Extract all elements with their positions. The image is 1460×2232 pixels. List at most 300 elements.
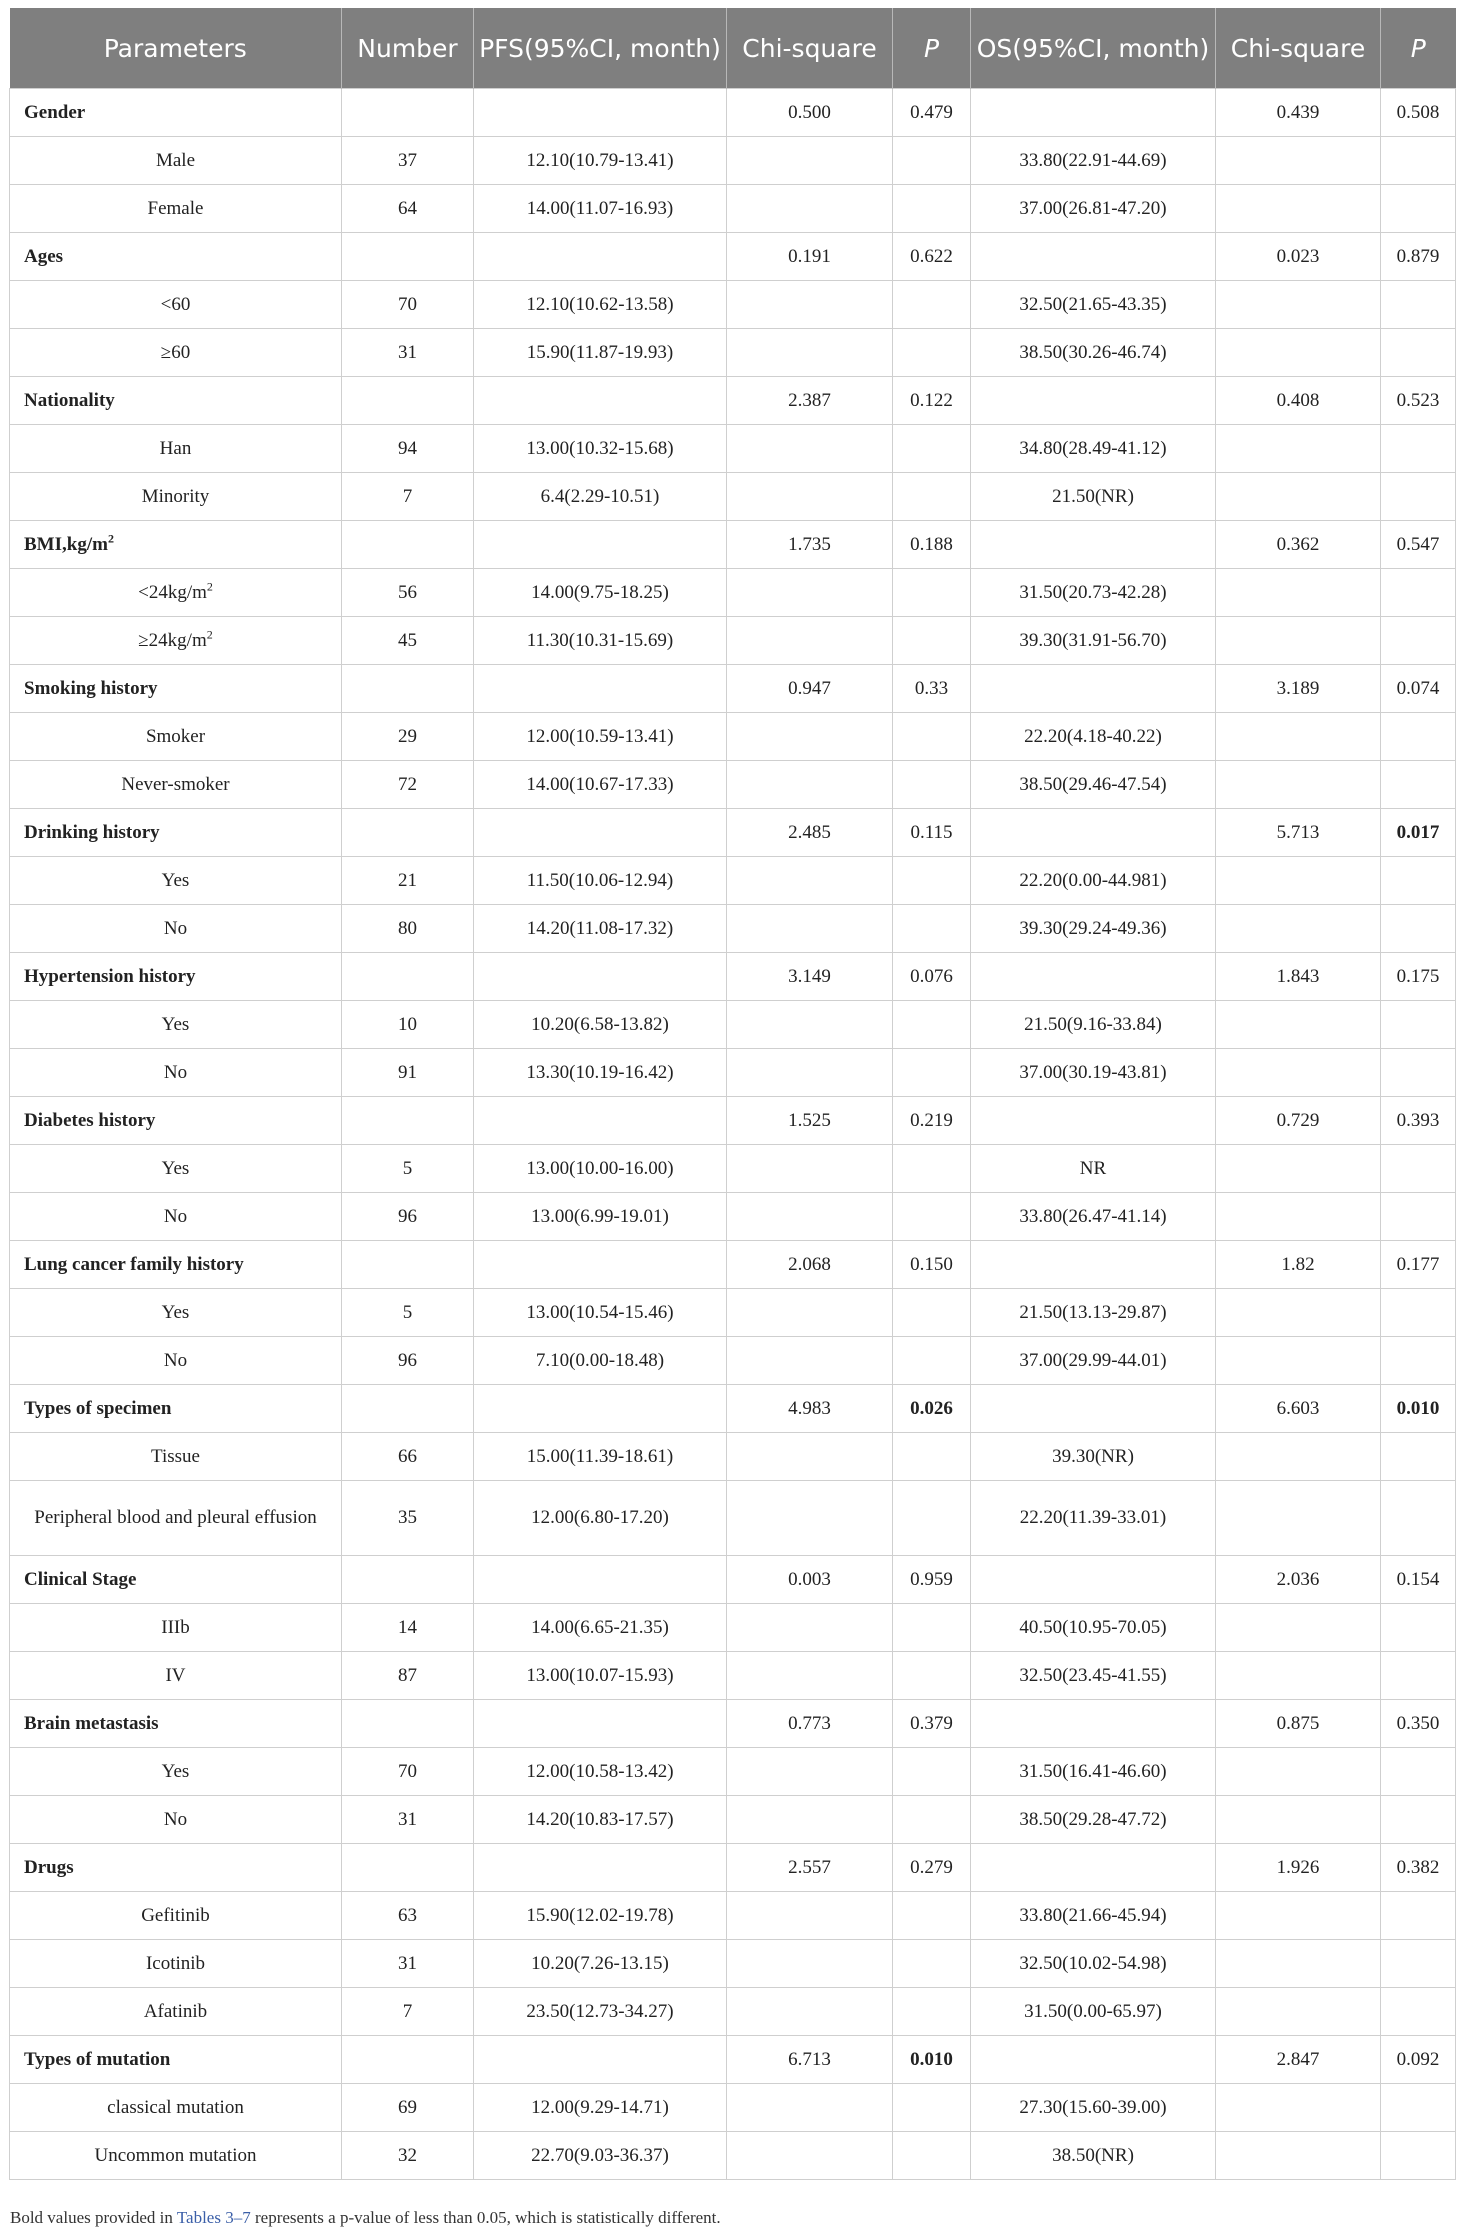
table-row [10, 1001, 1456, 1049]
parameter-text: ≥24kg/m [138, 629, 207, 651]
chi-square-os-cell [1216, 425, 1381, 473]
table-header-row [10, 8, 1456, 89]
chi-square-pfs-cell [727, 1097, 893, 1145]
chi-square-pfs-cell [727, 761, 893, 809]
number-cell [342, 1892, 474, 1940]
parameter-text: Smoking history [24, 677, 158, 699]
chi-square-os-cell [1216, 137, 1381, 185]
parameter-text: No [163, 1205, 188, 1227]
os-cell [971, 2084, 1216, 2132]
number-cell [342, 569, 474, 617]
p-pfs-text: 0.479 [910, 101, 953, 123]
parameter-text: No [163, 1808, 188, 1830]
number-text: 7 [402, 2000, 413, 2022]
os-cell [971, 905, 1216, 953]
p-os-cell [1381, 1145, 1456, 1193]
table-row [10, 1988, 1456, 2036]
parameter-text: Brain metastasis [24, 1712, 159, 1734]
footnote-text-start: Bold values provided in [10, 2208, 177, 2227]
p-os-cell [1381, 1556, 1456, 1604]
p-pfs-text: 0.379 [910, 1712, 953, 1734]
number-text: 56 [398, 581, 417, 603]
p-pfs-cell [893, 905, 971, 953]
table-row [10, 1433, 1456, 1481]
p-pfs-cell [893, 1193, 971, 1241]
table-row [10, 1049, 1456, 1097]
pfs-text: 13.00(10.54-15.46) [526, 1301, 674, 1323]
p-pfs-text: 0.33 [914, 677, 949, 699]
number-cell [342, 2084, 474, 2132]
os-text: 39.30(31.91-56.70) [1019, 629, 1167, 651]
table-row [10, 425, 1456, 473]
parameter-text: Male [155, 149, 196, 171]
chi-square-pfs-cell [727, 1796, 893, 1844]
parameter-text: Types of mutation [24, 2048, 171, 2070]
p-pfs-cell [893, 377, 971, 425]
os-text: 21.50(NR) [1052, 485, 1134, 507]
pfs-cell [474, 809, 727, 857]
p-os-cell [1381, 953, 1456, 1001]
pfs-cell [474, 89, 727, 137]
p-pfs-cell [893, 1796, 971, 1844]
p-pfs-cell [893, 2132, 971, 2180]
pfs-cell [474, 2036, 727, 2084]
os-cell [971, 2132, 1216, 2180]
os-cell [971, 1145, 1216, 1193]
os-cell [971, 329, 1216, 377]
p-os-text: 0.092 [1396, 2048, 1440, 2070]
chi-square-os-cell [1216, 89, 1381, 137]
pfs-text: 14.00(6.65-21.35) [531, 1616, 669, 1638]
chi-square-pfs-cell [727, 521, 893, 569]
p-os-cell [1381, 521, 1456, 569]
chi-square-os-cell [1216, 809, 1381, 857]
pfs-cell [474, 2132, 727, 2180]
number-text: 96 [398, 1349, 417, 1371]
parameter-text: Nationality [24, 389, 115, 411]
os-text: 21.50(9.16-33.84) [1024, 1013, 1162, 1035]
number-text: 35 [398, 1507, 417, 1528]
chi-square-os-cell [1216, 1652, 1381, 1700]
p-os-cell [1381, 1001, 1456, 1049]
number-text: 37 [398, 149, 417, 171]
p-pfs-cell [893, 1241, 971, 1289]
parameter-text: BMI,kg/m [24, 533, 108, 555]
chi-square-pfs-cell [727, 953, 893, 1001]
parameter-text: Ages [24, 245, 64, 267]
number-text: 94 [398, 437, 417, 459]
chi-square-pfs-text: 2.485 [788, 821, 831, 843]
pfs-cell [474, 761, 727, 809]
os-text: 22.20(0.00-44.981) [1019, 869, 1167, 891]
parameter-text: Afatinib [143, 2000, 208, 2022]
table-row [10, 1145, 1456, 1193]
number-text: 21 [398, 869, 417, 891]
chi-square-os-cell [1216, 377, 1381, 425]
chi-square-os-text: 6.603 [1276, 1397, 1320, 1419]
pfs-cell [474, 1481, 727, 1556]
p-os-cell [1381, 1988, 1456, 2036]
chi-square-os-cell [1216, 473, 1381, 521]
p-pfs-cell [893, 1001, 971, 1049]
p-pfs-cell [893, 521, 971, 569]
number-cell [342, 1940, 474, 1988]
p-os-cell [1381, 1385, 1456, 1433]
number-cell [342, 425, 474, 473]
chi-square-os-text: 2.036 [1276, 1568, 1320, 1590]
number-text: 66 [398, 1445, 417, 1467]
pfs-cell [474, 377, 727, 425]
pfs-text: 22.70(9.03-36.37) [531, 2144, 669, 2166]
number-cell [342, 329, 474, 377]
chi-square-pfs-text: 6.713 [788, 2048, 831, 2070]
header-p-os-label: P [1410, 33, 1426, 63]
chi-square-os-cell [1216, 1988, 1381, 2036]
parameter-text: Gefitinib [141, 1904, 210, 1926]
parameter-text: Drugs [24, 1856, 74, 1878]
number-cell [342, 1604, 474, 1652]
p-os-cell [1381, 89, 1456, 137]
p-os-cell [1381, 1337, 1456, 1385]
footnote-tables-link[interactable]: Tables 3–7 [176, 2208, 251, 2227]
p-os-text: 0.017 [1396, 821, 1440, 843]
table-body [10, 89, 1456, 2180]
parameter-cell [10, 665, 342, 713]
chi-square-pfs-text: 1.735 [788, 533, 831, 555]
chi-square-pfs-cell [727, 425, 893, 473]
p-os-cell [1381, 1604, 1456, 1652]
os-cell [971, 1556, 1216, 1604]
number-cell [342, 473, 474, 521]
pfs-cell [474, 425, 727, 473]
number-text: 91 [398, 1061, 417, 1083]
parameter-cell [10, 1097, 342, 1145]
pfs-cell [474, 1193, 727, 1241]
chi-square-os-cell [1216, 1796, 1381, 1844]
table-row [10, 137, 1456, 185]
os-cell [971, 1892, 1216, 1940]
chi-square-pfs-cell [727, 2036, 893, 2084]
pfs-text: 11.30(10.31-15.69) [526, 629, 674, 651]
p-pfs-cell [893, 761, 971, 809]
chi-square-os-text: 5.713 [1276, 821, 1320, 843]
pfs-cell [474, 1940, 727, 1988]
number-cell [342, 1193, 474, 1241]
p-pfs-cell [893, 1988, 971, 2036]
parameter-text: Uncommon mutation [94, 2144, 257, 2166]
pfs-cell [474, 1700, 727, 1748]
p-os-cell [1381, 1097, 1456, 1145]
parameter-cell [10, 1001, 342, 1049]
table-group-row [10, 521, 1456, 569]
parameter-text: Gender [24, 101, 86, 123]
chi-square-os-cell [1216, 1049, 1381, 1097]
pfs-text: 10.20(7.26-13.15) [531, 1952, 669, 1974]
os-cell [971, 1481, 1216, 1556]
p-os-text: 0.154 [1396, 1568, 1440, 1590]
parameter-cell [10, 1241, 342, 1289]
parameter-cell [10, 857, 342, 905]
chi-square-os-cell [1216, 1193, 1381, 1241]
chi-square-pfs-cell [727, 473, 893, 521]
parameter-cell [10, 1700, 342, 1748]
p-os-cell [1381, 137, 1456, 185]
p-os-cell [1381, 329, 1456, 377]
os-cell [971, 473, 1216, 521]
chi-square-pfs-cell [727, 713, 893, 761]
parameter-text: Icotinib [145, 1952, 206, 1974]
os-cell [971, 1844, 1216, 1892]
pfs-cell [474, 569, 727, 617]
table-row [10, 473, 1456, 521]
chi-square-pfs-cell [727, 665, 893, 713]
os-cell [971, 1433, 1216, 1481]
os-text: 31.50(20.73-42.28) [1019, 581, 1167, 603]
parameter-cell [10, 329, 342, 377]
os-cell [971, 1700, 1216, 1748]
number-cell [342, 1289, 474, 1337]
chi-square-pfs-text: 0.947 [788, 677, 831, 699]
parameter-text: Never-smoker [121, 773, 230, 795]
os-text: 34.80(28.49-41.12) [1019, 437, 1167, 459]
p-os-cell [1381, 569, 1456, 617]
number-text: 31 [398, 1952, 417, 1974]
number-text: 96 [398, 1205, 417, 1227]
number-cell [342, 1700, 474, 1748]
p-pfs-cell [893, 1844, 971, 1892]
parameter-cell [10, 1289, 342, 1337]
pfs-cell [474, 1988, 727, 2036]
number-cell [342, 281, 474, 329]
p-pfs-cell [893, 1940, 971, 1988]
header-parameters: Parameters [10, 8, 342, 89]
chi-square-os-cell [1216, 1700, 1381, 1748]
p-pfs-cell [893, 569, 971, 617]
os-cell [971, 425, 1216, 473]
chi-square-pfs-cell [727, 1241, 893, 1289]
table-row [10, 185, 1456, 233]
chi-square-pfs-cell [727, 281, 893, 329]
number-cell [342, 89, 474, 137]
chi-square-pfs-cell [727, 1289, 893, 1337]
os-text: 38.50(NR) [1052, 2144, 1134, 2166]
parameter-cell [10, 89, 342, 137]
chi-square-os-cell [1216, 185, 1381, 233]
parameter-cell [10, 137, 342, 185]
p-pfs-cell [893, 233, 971, 281]
chi-square-pfs-cell [727, 1337, 893, 1385]
p-os-cell [1381, 761, 1456, 809]
chi-square-pfs-cell [727, 1700, 893, 1748]
chi-square-pfs-text: 2.387 [788, 389, 831, 411]
p-pfs-cell [893, 1145, 971, 1193]
pfs-text: 15.90(11.87-19.93) [526, 341, 674, 363]
number-cell [342, 1097, 474, 1145]
os-cell [971, 1940, 1216, 1988]
chi-square-pfs-cell [727, 905, 893, 953]
chi-square-pfs-text: 3.149 [788, 965, 831, 987]
chi-square-os-cell [1216, 1433, 1381, 1481]
number-cell [342, 617, 474, 665]
table-group-row [10, 377, 1456, 425]
number-text: 14 [398, 1616, 417, 1638]
p-pfs-text: 0.188 [910, 533, 953, 555]
chi-square-os-cell [1216, 665, 1381, 713]
chi-square-os-cell [1216, 329, 1381, 377]
chi-square-os-text: 1.926 [1276, 1856, 1320, 1878]
os-cell [971, 857, 1216, 905]
os-cell [971, 137, 1216, 185]
table-group-row [10, 233, 1456, 281]
os-cell [971, 569, 1216, 617]
parameter-cell [10, 1049, 342, 1097]
os-cell [971, 1049, 1216, 1097]
table-row [10, 2084, 1456, 2132]
os-text: 27.30(15.60-39.00) [1019, 2096, 1167, 2118]
table-group-row [10, 1700, 1456, 1748]
chi-square-os-text: 0.875 [1276, 1712, 1320, 1734]
pfs-cell [474, 1748, 727, 1796]
number-text: 45 [398, 629, 417, 651]
pfs-cell [474, 2084, 727, 2132]
p-pfs-cell [893, 329, 971, 377]
p-os-cell [1381, 1289, 1456, 1337]
p-pfs-cell [893, 1385, 971, 1433]
number-cell [342, 1049, 474, 1097]
os-cell [971, 1796, 1216, 1844]
pfs-cell [474, 1433, 727, 1481]
parameter-cell [10, 1433, 342, 1481]
chi-square-os-text: 0.408 [1276, 389, 1320, 411]
os-text: 31.50(0.00-65.97) [1024, 2000, 1162, 2022]
table-row [10, 329, 1456, 377]
number-text: 72 [398, 773, 417, 795]
pfs-text: 14.00(9.75-18.25) [531, 581, 669, 603]
p-os-cell [1381, 1652, 1456, 1700]
number-cell [342, 1556, 474, 1604]
number-text: 64 [398, 197, 417, 219]
p-pfs-cell [893, 1097, 971, 1145]
chi-square-pfs-cell [727, 185, 893, 233]
p-pfs-cell [893, 1892, 971, 1940]
os-cell [971, 1337, 1216, 1385]
number-text: 69 [398, 2096, 417, 2118]
p-os-cell [1381, 857, 1456, 905]
os-cell [971, 521, 1216, 569]
os-cell [971, 1748, 1216, 1796]
pfs-text: 12.00(9.29-14.71) [531, 2096, 669, 2118]
parameter-text: Drinking history [24, 821, 160, 843]
pfs-cell [474, 1001, 727, 1049]
number-text: 80 [398, 917, 417, 939]
parameter-cell [10, 1556, 342, 1604]
table-footnote [10, 2208, 721, 2228]
p-os-cell [1381, 1241, 1456, 1289]
chi-square-pfs-cell [727, 2132, 893, 2180]
parameter-cell [10, 233, 342, 281]
os-cell [971, 617, 1216, 665]
pfs-cell [474, 1097, 727, 1145]
chi-square-os-cell [1216, 2084, 1381, 2132]
parameter-cell [10, 809, 342, 857]
p-os-cell [1381, 185, 1456, 233]
p-os-cell [1381, 665, 1456, 713]
os-text: 33.80(21.66-45.94) [1019, 1904, 1167, 1926]
chi-square-os-cell [1216, 617, 1381, 665]
chi-square-os-text: 1.82 [1281, 1253, 1315, 1275]
parameter-text: Clinical Stage [24, 1568, 137, 1590]
chi-square-os-cell [1216, 1001, 1381, 1049]
number-cell [342, 1796, 474, 1844]
p-os-text: 0.508 [1396, 101, 1440, 123]
parameter-cell [10, 617, 342, 665]
pfs-text: 14.20(11.08-17.32) [526, 917, 674, 939]
table-group-row [10, 1241, 1456, 1289]
p-pfs-text: 0.959 [910, 1568, 953, 1590]
table-row [10, 1796, 1456, 1844]
chi-square-pfs-cell [727, 2084, 893, 2132]
os-cell [971, 1652, 1216, 1700]
os-cell [971, 713, 1216, 761]
p-pfs-cell [893, 809, 971, 857]
os-text: 32.50(23.45-41.55) [1019, 1664, 1167, 1686]
parameter-cell [10, 1481, 342, 1556]
parameter-text: Diabetes history [24, 1109, 156, 1131]
parameter-cell [10, 377, 342, 425]
os-cell [971, 1241, 1216, 1289]
number-cell [342, 905, 474, 953]
parameter-cell [10, 2036, 342, 2084]
chi-square-pfs-cell [727, 377, 893, 425]
chi-square-os-text: 0.362 [1276, 533, 1320, 555]
chi-square-pfs-text: 0.773 [788, 1712, 831, 1734]
p-os-cell [1381, 2036, 1456, 2084]
chi-square-os-cell [1216, 1385, 1381, 1433]
os-text: 38.50(29.46-47.54) [1019, 773, 1167, 795]
number-cell [342, 1748, 474, 1796]
parameter-cell [10, 905, 342, 953]
parameter-text: Tissue [151, 1445, 200, 1467]
os-cell [971, 281, 1216, 329]
pfs-text: 13.00(10.32-15.68) [526, 437, 674, 459]
chi-square-pfs-cell [727, 233, 893, 281]
pfs-text: 23.50(12.73-34.27) [526, 2000, 674, 2022]
parameter-text: Types of specimen [24, 1397, 172, 1419]
p-pfs-cell [893, 1556, 971, 1604]
p-pfs-cell [893, 425, 971, 473]
os-cell [971, 761, 1216, 809]
chi-square-os-cell [1216, 1604, 1381, 1652]
pfs-text: 11.50(10.06-12.94) [526, 869, 674, 891]
chi-square-pfs-cell [727, 137, 893, 185]
pfs-text: 13.00(10.00-16.00) [526, 1157, 674, 1179]
os-text: 21.50(13.13-29.87) [1019, 1301, 1167, 1323]
chi-square-os-text: 0.023 [1276, 245, 1320, 267]
pfs-text: 12.00(6.80-17.20) [531, 1507, 669, 1528]
table-group-row [10, 1097, 1456, 1145]
p-os-cell [1381, 2084, 1456, 2132]
superscript: 2 [206, 579, 213, 594]
os-text: 37.00(26.81-47.20) [1019, 197, 1167, 219]
parameter-text: Yes [161, 1760, 190, 1782]
parameter-cell [10, 1844, 342, 1892]
p-pfs-cell [893, 1289, 971, 1337]
p-pfs-cell [893, 953, 971, 1001]
os-text: 22.20(11.39-33.01) [1019, 1507, 1167, 1528]
p-os-cell [1381, 281, 1456, 329]
p-os-cell [1381, 233, 1456, 281]
table-row [10, 617, 1456, 665]
